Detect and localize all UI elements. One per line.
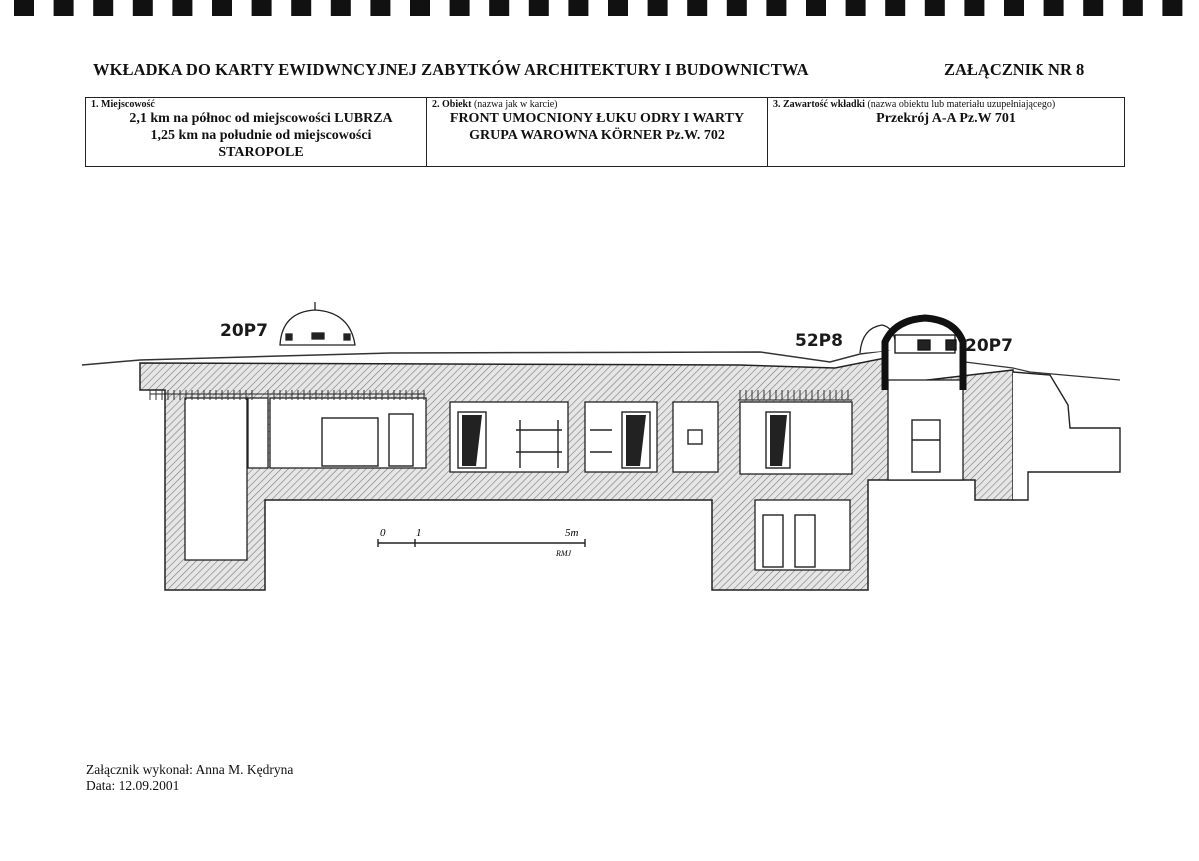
binding-hole	[133, 0, 153, 16]
location-line: 2,1 km na północ od miejscowości LUBRZA	[129, 111, 393, 126]
cross-section-drawing	[0, 290, 1199, 600]
author-line: Załącznik wykonał: Anna M. Kędryna	[86, 762, 294, 777]
date-line: Data: 12.09.2001	[86, 778, 180, 793]
contents-label	[773, 99, 1119, 110]
room	[673, 402, 718, 472]
location-line: 1,25 km na południe od miejscowości	[150, 128, 372, 143]
binding-hole	[212, 0, 232, 16]
binding-hole	[846, 0, 866, 16]
binding-hole	[608, 0, 628, 16]
annex-number: ZAŁĄCZNIK NR 8	[944, 60, 1085, 79]
scale-zero: 0	[380, 527, 386, 539]
turret-left	[280, 302, 355, 345]
binding-hole	[648, 0, 668, 16]
binding-hole	[252, 0, 272, 16]
binding-hole	[766, 0, 786, 16]
spiral-binding-strip	[0, 0, 1199, 18]
object-line: GRUPA WAROWNA KÖRNER Pz.W. 702	[469, 128, 725, 143]
room	[248, 398, 268, 468]
binding-hole	[54, 0, 74, 16]
binding-hole	[291, 0, 311, 16]
room-lower	[755, 500, 850, 570]
document-title: WKŁADKA DO KARTY EWIDWNCYJNEJ ZABYTKÓW ARCHITEKTURY I BUDOWNICTWA	[93, 60, 809, 79]
binding-hole	[1044, 0, 1064, 16]
turret-left-label: 20P7	[220, 321, 268, 341]
binding-hole	[14, 0, 34, 16]
binding-hole	[727, 0, 747, 16]
binding-hole	[964, 0, 984, 16]
location-label: 1. Miejscowość	[91, 99, 155, 110]
info-table	[85, 97, 1125, 167]
turret-mid-label: 52P8	[795, 331, 843, 351]
contents-label-text: 3. Zawartość wkładki	[773, 99, 865, 110]
object-label-note: (nazwa jak w karcie)	[473, 99, 558, 110]
location-line: STAROPOLE	[218, 145, 304, 160]
room-shaft	[185, 398, 247, 560]
location-cell	[86, 98, 427, 167]
room-turret-shaft	[888, 380, 963, 480]
binding-hole	[331, 0, 351, 16]
binding-hole	[489, 0, 509, 16]
object-cell	[427, 98, 768, 167]
binding-hole	[450, 0, 470, 16]
footer	[86, 762, 293, 794]
binding-hole	[925, 0, 945, 16]
binding-hole	[93, 0, 113, 16]
scale-five: 5m	[565, 527, 579, 539]
binding-hole	[1004, 0, 1024, 16]
scale-bar	[378, 539, 585, 547]
binding-hole	[687, 0, 707, 16]
contents-label-note: (nazwa obiektu lub materiału uzupełniającego)	[867, 99, 1056, 110]
binding-hole	[885, 0, 905, 16]
right-annex	[1013, 372, 1120, 500]
scale-one: 1	[416, 527, 422, 539]
concrete-mass	[140, 358, 1013, 590]
scale-author-mark: RMJ	[556, 549, 572, 558]
object-label-text: 2. Obiekt	[432, 99, 472, 110]
turret-right-label: 20P7	[965, 336, 1013, 356]
object-label	[432, 99, 762, 110]
binding-hole	[568, 0, 588, 16]
room	[740, 402, 852, 474]
binding-hole	[1162, 0, 1182, 16]
binding-hole	[370, 0, 390, 16]
binding-hole	[410, 0, 430, 16]
binding-hole	[172, 0, 192, 16]
contents-cell	[768, 98, 1125, 167]
contents-line: Przekrój A-A Pz.W 701	[876, 111, 1016, 126]
object-line: FRONT UMOCNIONY ŁUKU ODRY I WARTY	[449, 111, 745, 126]
binding-hole	[806, 0, 826, 16]
binding-hole	[529, 0, 549, 16]
binding-hole	[1123, 0, 1143, 16]
binding-hole	[1083, 0, 1103, 16]
room-main	[270, 398, 426, 468]
